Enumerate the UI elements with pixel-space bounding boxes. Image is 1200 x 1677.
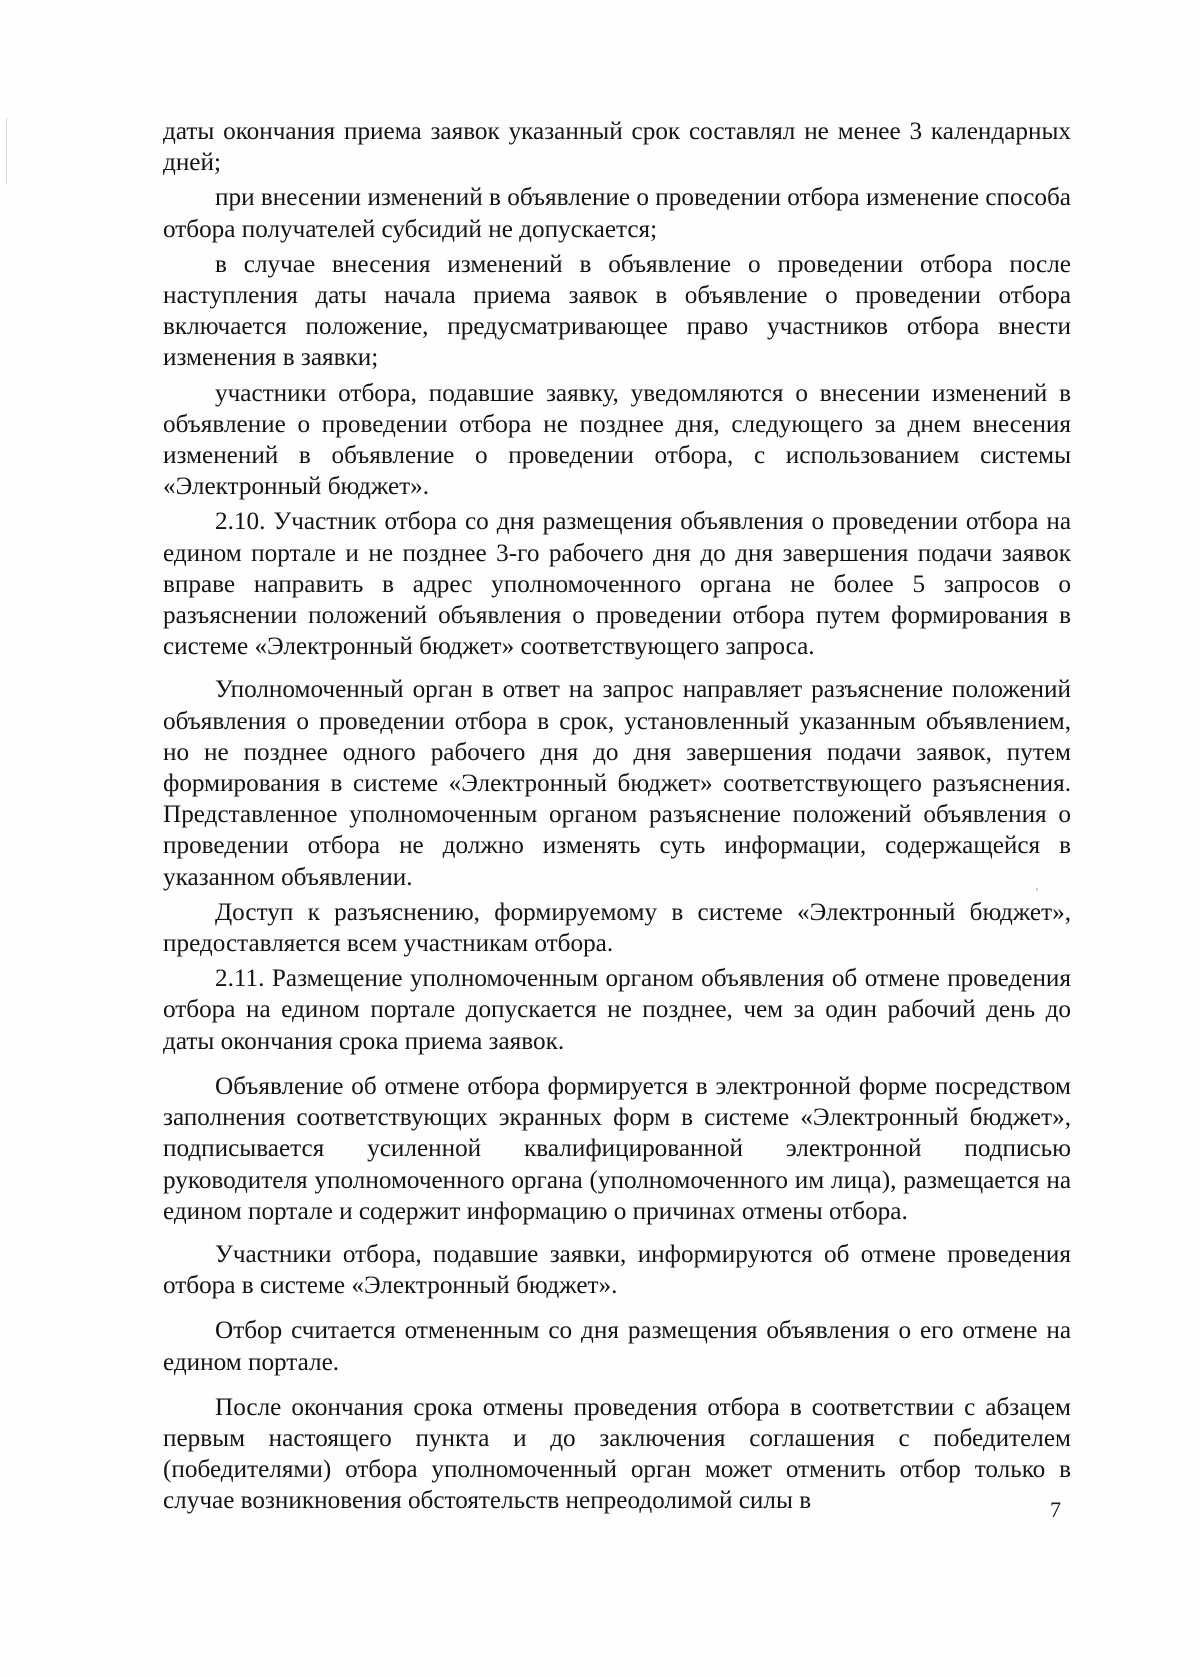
paragraph-selection-cancelled: Отбор считается отмененным со дня размещения объявления о его отмене на едином портале. [163, 1317, 1071, 1376]
paragraph-force-majeure: После окончания срока отмены проведения отбора в соответствии с абзацем первым настоящего пункта и до заключения соглашения с победителем (победителями) отбора уполномоченный орган может отменить отбор только в случае возникновения обстоятельств непреодолимой силы в [163, 1393, 1071, 1515]
paragraph-authority-response: Уполномоченный орган в ответ на запрос направляет разъяснение положений объявления о проведении отбора в срок, установленный указанным объявлением, но не позднее одного рабочего дня до дня завершения подачи заявок, путем формирования в системе «Электронный бюджет» соответствующего разъяснения. Представленное уполномоченным органом разъяснение положений объявления о проведении отбора не должно изменять суть информации, содержащейся в указанном объявлении. [163, 676, 1071, 891]
paragraph-changes-after-start: в случае внесения изменений в объявление о проведении отбора после наступления даты начала приема заявок в объявление о проведении отбора включается положение, предусматривающее право участников отбора внести изменения в заявки; [163, 250, 1071, 372]
paragraph-clause-2-10: 2.10. Участник отбора со дня размещения объявления о проведении отбора на едином портале и не позднее 3-го рабочего дня до дня завершения подачи заявок вправе направить в адрес уполномоченного органа не более 5 запросов о разъяснении положений объявления о проведении отбора путем формирования в системе «Электронный бюджет» соответствующего запроса. [163, 508, 1071, 661]
page-number: 7 [1050, 1497, 1061, 1522]
paragraph-participants-informed: Участники отбора, подавшие заявки, информируются об отмене проведения отбора в системе «Электронный бюджет». [163, 1240, 1071, 1300]
document-body [163, 116, 1071, 1517]
paragraph-participants-notified: участники отбора, подавшие заявку, уведомляются о внесении изменений в объявление о проведении отбора не позднее дня, следующего за днем внесения изменений в объявление о проведении отбора, с использованием системы «Электронный бюджет». [163, 379, 1071, 501]
paragraph-selection-method-change: при внесении изменений в объявление о проведении отбора изменение способа отбора получателей субсидий не допускается; [163, 184, 1071, 243]
paragraph-clause-2-11: 2.11. Размещение уполномоченным органом объявления об отмене проведения отбора на едином портале допускается не позднее, чем за один рабочий день до даты окончания срока приема заявок. [163, 965, 1071, 1055]
paragraph-clarification-access: Доступ к разъяснению, формируемому в системе «Электронный бюджет», предоставляется всем участникам отбора. [163, 898, 1071, 958]
paragraph-deadline-continuation: даты окончания приема заявок указанный срок составлял не менее 3 календарных дней; [163, 118, 1071, 177]
scan-artifact-line [6, 118, 7, 184]
paragraph-cancellation-notice: Объявление об отмене отбора формируется в электронной форме посредством заполнения соответствующих экранных форм в системе «Электронный бюджет», подписывается усиленной квалифицированной электронной подписью руководителя уполномоченного органа (уполномоченного им лица), размещается на едином портале и содержит информацию о причинах отмены отбора. [163, 1072, 1071, 1225]
